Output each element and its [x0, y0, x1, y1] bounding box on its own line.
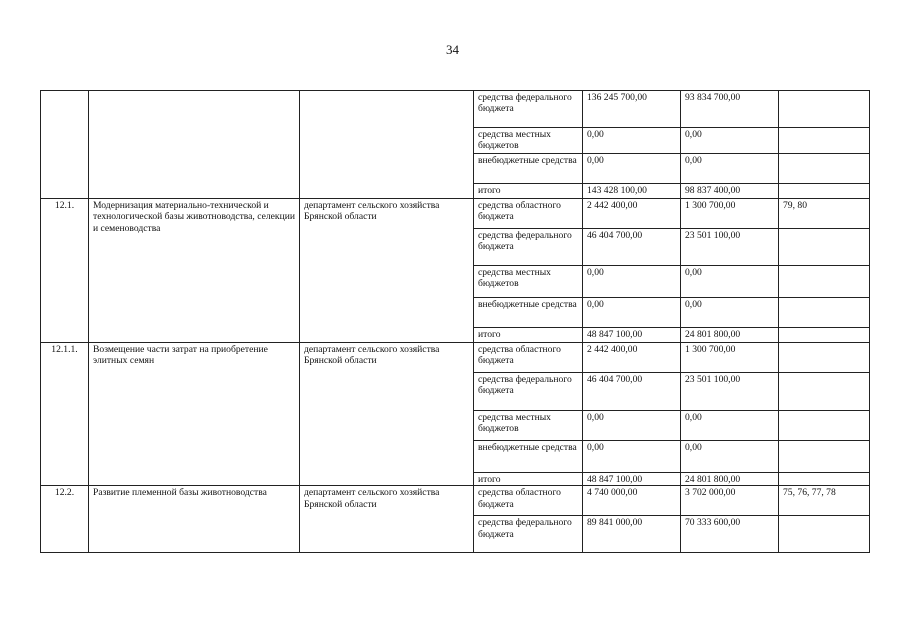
amount-1: 46 404 700,00 — [583, 229, 681, 266]
amount-2: 1 300 700,00 — [681, 199, 779, 229]
funding-source: средства федерального бюджета — [474, 373, 583, 411]
funding-source: средства местных бюджетов — [474, 128, 583, 154]
table-row — [41, 91, 870, 128]
amount-1: 48 847 100,00 — [583, 473, 681, 486]
page-number: 34 — [446, 42, 459, 57]
funding-source: итого — [474, 328, 583, 343]
funding-source: средства местных бюджетов — [474, 266, 583, 298]
indicator-refs — [779, 373, 870, 411]
amount-1: 46 404 700,00 — [583, 373, 681, 411]
funding-source: средства областного бюджета — [474, 199, 583, 229]
item-name: Возмещение части затрат на приобретение элитных семян — [89, 343, 300, 486]
table-row — [41, 343, 870, 373]
amount-1: 89 841 000,00 — [583, 516, 681, 553]
item-name: Развитие племенной базы животноводства — [89, 486, 300, 553]
item-executor: департамент сельского хозяйства Брянской области — [300, 343, 474, 486]
indicator-refs: 79, 80 — [779, 199, 870, 229]
program-table — [40, 90, 870, 553]
table-row — [41, 199, 870, 229]
funding-source: средства федерального бюджета — [474, 91, 583, 128]
amount-2: 98 837 400,00 — [681, 184, 779, 199]
amount-2: 3 702 000,00 — [681, 486, 779, 516]
amount-1: 48 847 100,00 — [583, 328, 681, 343]
funding-source: средства федерального бюджета — [474, 229, 583, 266]
indicator-refs — [779, 91, 870, 128]
funding-source: средства местных бюджетов — [474, 411, 583, 441]
amount-2: 0,00 — [681, 441, 779, 473]
item-number — [41, 91, 89, 199]
indicator-refs — [779, 154, 870, 184]
indicator-refs — [779, 441, 870, 473]
item-name — [89, 91, 300, 199]
funding-source: итого — [474, 184, 583, 199]
table-row — [41, 486, 870, 516]
indicator-refs — [779, 411, 870, 441]
amount-1: 0,00 — [583, 441, 681, 473]
amount-1: 2 442 400,00 — [583, 343, 681, 373]
amount-2: 24 801 800,00 — [681, 328, 779, 343]
amount-1: 0,00 — [583, 266, 681, 298]
amount-2: 0,00 — [681, 298, 779, 328]
item-executor — [300, 91, 474, 199]
amount-1: 136 245 700,00 — [583, 91, 681, 128]
funding-source: внебюджетные средства — [474, 441, 583, 473]
indicator-refs — [779, 184, 870, 199]
item-number: 12.2. — [41, 486, 89, 553]
amount-2: 1 300 700,00 — [681, 343, 779, 373]
amount-2: 93 834 700,00 — [681, 91, 779, 128]
indicator-refs — [779, 128, 870, 154]
amount-1: 0,00 — [583, 298, 681, 328]
indicator-refs — [779, 343, 870, 373]
amount-1: 0,00 — [583, 128, 681, 154]
funding-source: внебюджетные средства — [474, 154, 583, 184]
amount-1: 0,00 — [583, 154, 681, 184]
indicator-refs — [779, 266, 870, 298]
indicator-refs — [779, 516, 870, 553]
item-name: Модернизация материально-технической и технологической базы животноводства, селекции и семеноводства — [89, 199, 300, 343]
funding-source: средства областного бюджета — [474, 486, 583, 516]
item-number: 12.1. — [41, 199, 89, 343]
indicator-refs — [779, 298, 870, 328]
item-executor: департамент сельского хозяйства Брянской области — [300, 199, 474, 343]
amount-1: 4 740 000,00 — [583, 486, 681, 516]
amount-2: 0,00 — [681, 266, 779, 298]
amount-2: 70 333 600,00 — [681, 516, 779, 553]
amount-1: 2 442 400,00 — [583, 199, 681, 229]
amount-2: 0,00 — [681, 128, 779, 154]
indicator-refs — [779, 229, 870, 266]
funding-source: итого — [474, 473, 583, 486]
amount-1: 143 428 100,00 — [583, 184, 681, 199]
amount-2: 23 501 100,00 — [681, 373, 779, 411]
indicator-refs: 75, 76, 77, 78 — [779, 486, 870, 516]
amount-2: 24 801 800,00 — [681, 473, 779, 486]
amount-2: 23 501 100,00 — [681, 229, 779, 266]
item-executor: департамент сельского хозяйства Брянской области — [300, 486, 474, 553]
amount-2: 0,00 — [681, 154, 779, 184]
amount-2: 0,00 — [681, 411, 779, 441]
funding-source: внебюджетные средства — [474, 298, 583, 328]
indicator-refs — [779, 473, 870, 486]
funding-source: средства областного бюджета — [474, 343, 583, 373]
item-number: 12.1.1. — [41, 343, 89, 486]
funding-source: средства федерального бюджета — [474, 516, 583, 553]
amount-1: 0,00 — [583, 411, 681, 441]
indicator-refs — [779, 328, 870, 343]
